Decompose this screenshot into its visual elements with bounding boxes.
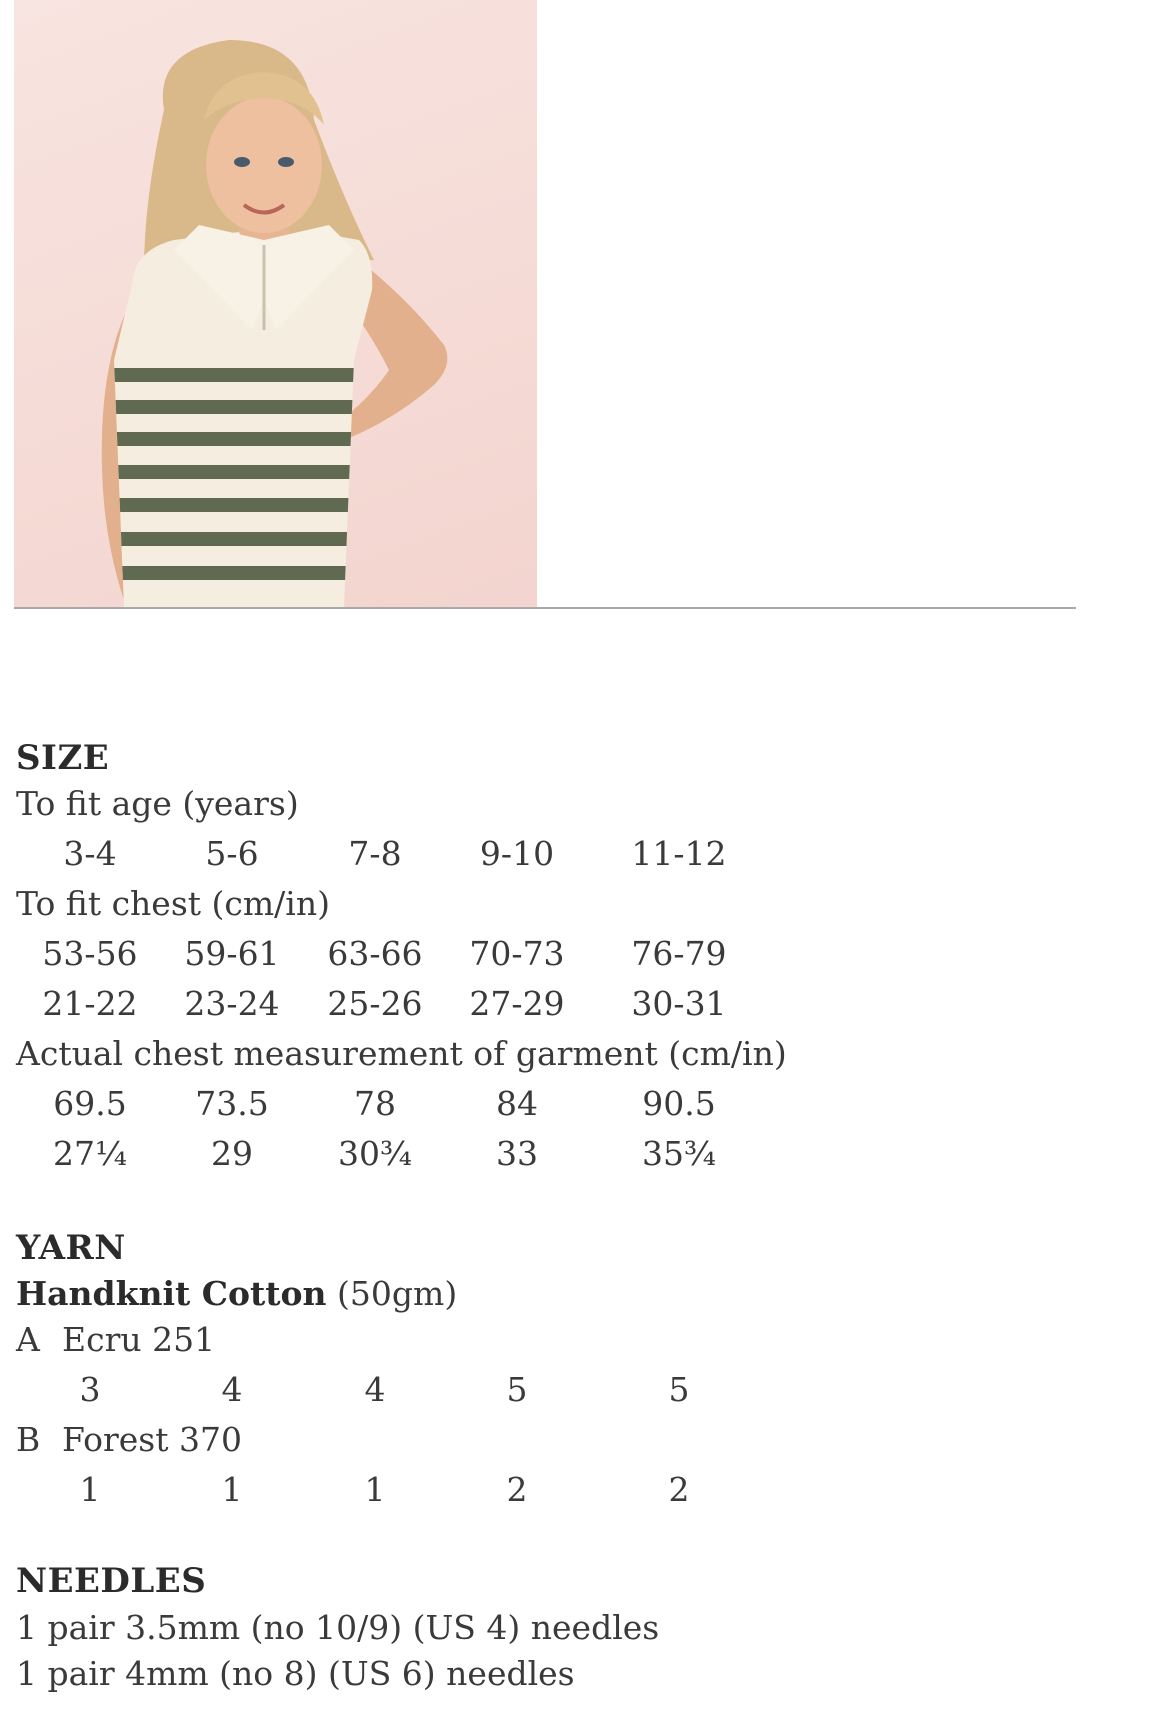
yarn-colour-a	[16, 1320, 215, 1359]
chest-cm-value: 63-66	[327, 934, 423, 973]
actual-in-value: 35¾	[642, 1134, 716, 1173]
chest-cm-value: 53-56	[42, 934, 138, 973]
needle-item: 1 pair 4mm (no 8) (US 6) needles	[16, 1654, 575, 1693]
yarn-amount: 3	[79, 1370, 101, 1409]
section-divider	[14, 607, 1076, 609]
actual-in-value: 30¾	[338, 1134, 412, 1173]
actual-cm-value: 78	[354, 1084, 396, 1123]
chest-cm-value: 59-61	[184, 934, 280, 973]
yarn-b-amounts-row	[0, 1470, 800, 1510]
yarn-a-amounts-row	[0, 1370, 800, 1410]
age-label: To fit age (years)	[16, 784, 299, 823]
chest-cm-value: 76-79	[631, 934, 727, 973]
chest-cm-value: 70-73	[469, 934, 565, 973]
yarn-colour-name: Forest 370	[62, 1420, 242, 1459]
yarn-name: Handknit Cotton	[16, 1274, 327, 1313]
yarn-amount: 5	[668, 1370, 690, 1409]
yarn-amount: 4	[364, 1370, 386, 1409]
chest-in-value: 23-24	[184, 984, 280, 1023]
chest-in-value: 21-22	[42, 984, 138, 1023]
actual-in-value: 29	[211, 1134, 253, 1173]
model-photo	[14, 0, 537, 607]
yarn-name-line	[16, 1274, 457, 1313]
chest-in-row	[0, 984, 800, 1024]
yarn-colour-b	[16, 1420, 242, 1459]
chest-in-value: 30-31	[631, 984, 727, 1023]
age-value: 11-12	[631, 834, 727, 873]
yarn-amount: 1	[221, 1470, 243, 1509]
needle-item: 1 pair 3.5mm (no 10/9) (US 4) needles	[16, 1608, 660, 1647]
actual-cm-row	[0, 1084, 800, 1124]
age-row	[0, 834, 800, 874]
chest-in-value: 25-26	[327, 984, 423, 1023]
age-value: 5-6	[205, 834, 259, 873]
size-heading: SIZE	[16, 738, 110, 778]
yarn-colour-name: Ecru 251	[62, 1320, 216, 1359]
actual-chest-label: Actual chest measurement of garment (cm/in)	[16, 1034, 787, 1073]
actual-cm-value: 90.5	[642, 1084, 716, 1123]
yarn-colour-letter: B	[16, 1420, 41, 1459]
actual-cm-value: 84	[496, 1084, 538, 1123]
yarn-amount: 1	[364, 1470, 386, 1509]
yarn-amount: 5	[506, 1370, 528, 1409]
yarn-amount: 2	[668, 1470, 690, 1509]
model-illustration	[14, 0, 537, 607]
actual-in-row	[0, 1134, 800, 1174]
yarn-colour-letter: A	[16, 1320, 40, 1359]
actual-in-value: 27¼	[53, 1134, 127, 1173]
chest-cm-row	[0, 934, 800, 974]
yarn-amount: 2	[506, 1470, 528, 1509]
actual-cm-value: 73.5	[195, 1084, 269, 1123]
age-value: 3-4	[63, 834, 117, 873]
chest-in-value: 27-29	[469, 984, 565, 1023]
actual-cm-value: 69.5	[53, 1084, 127, 1123]
age-value: 7-8	[348, 834, 402, 873]
needles-heading: NEEDLES	[16, 1561, 207, 1601]
yarn-amount: 4	[221, 1370, 243, 1409]
yarn-weight: (50gm)	[337, 1274, 458, 1313]
age-value: 9-10	[479, 834, 555, 873]
yarn-heading: YARN	[16, 1228, 126, 1268]
actual-in-value: 33	[496, 1134, 538, 1173]
chest-label: To fit chest (cm/in)	[16, 884, 330, 923]
yarn-amount: 1	[79, 1470, 101, 1509]
